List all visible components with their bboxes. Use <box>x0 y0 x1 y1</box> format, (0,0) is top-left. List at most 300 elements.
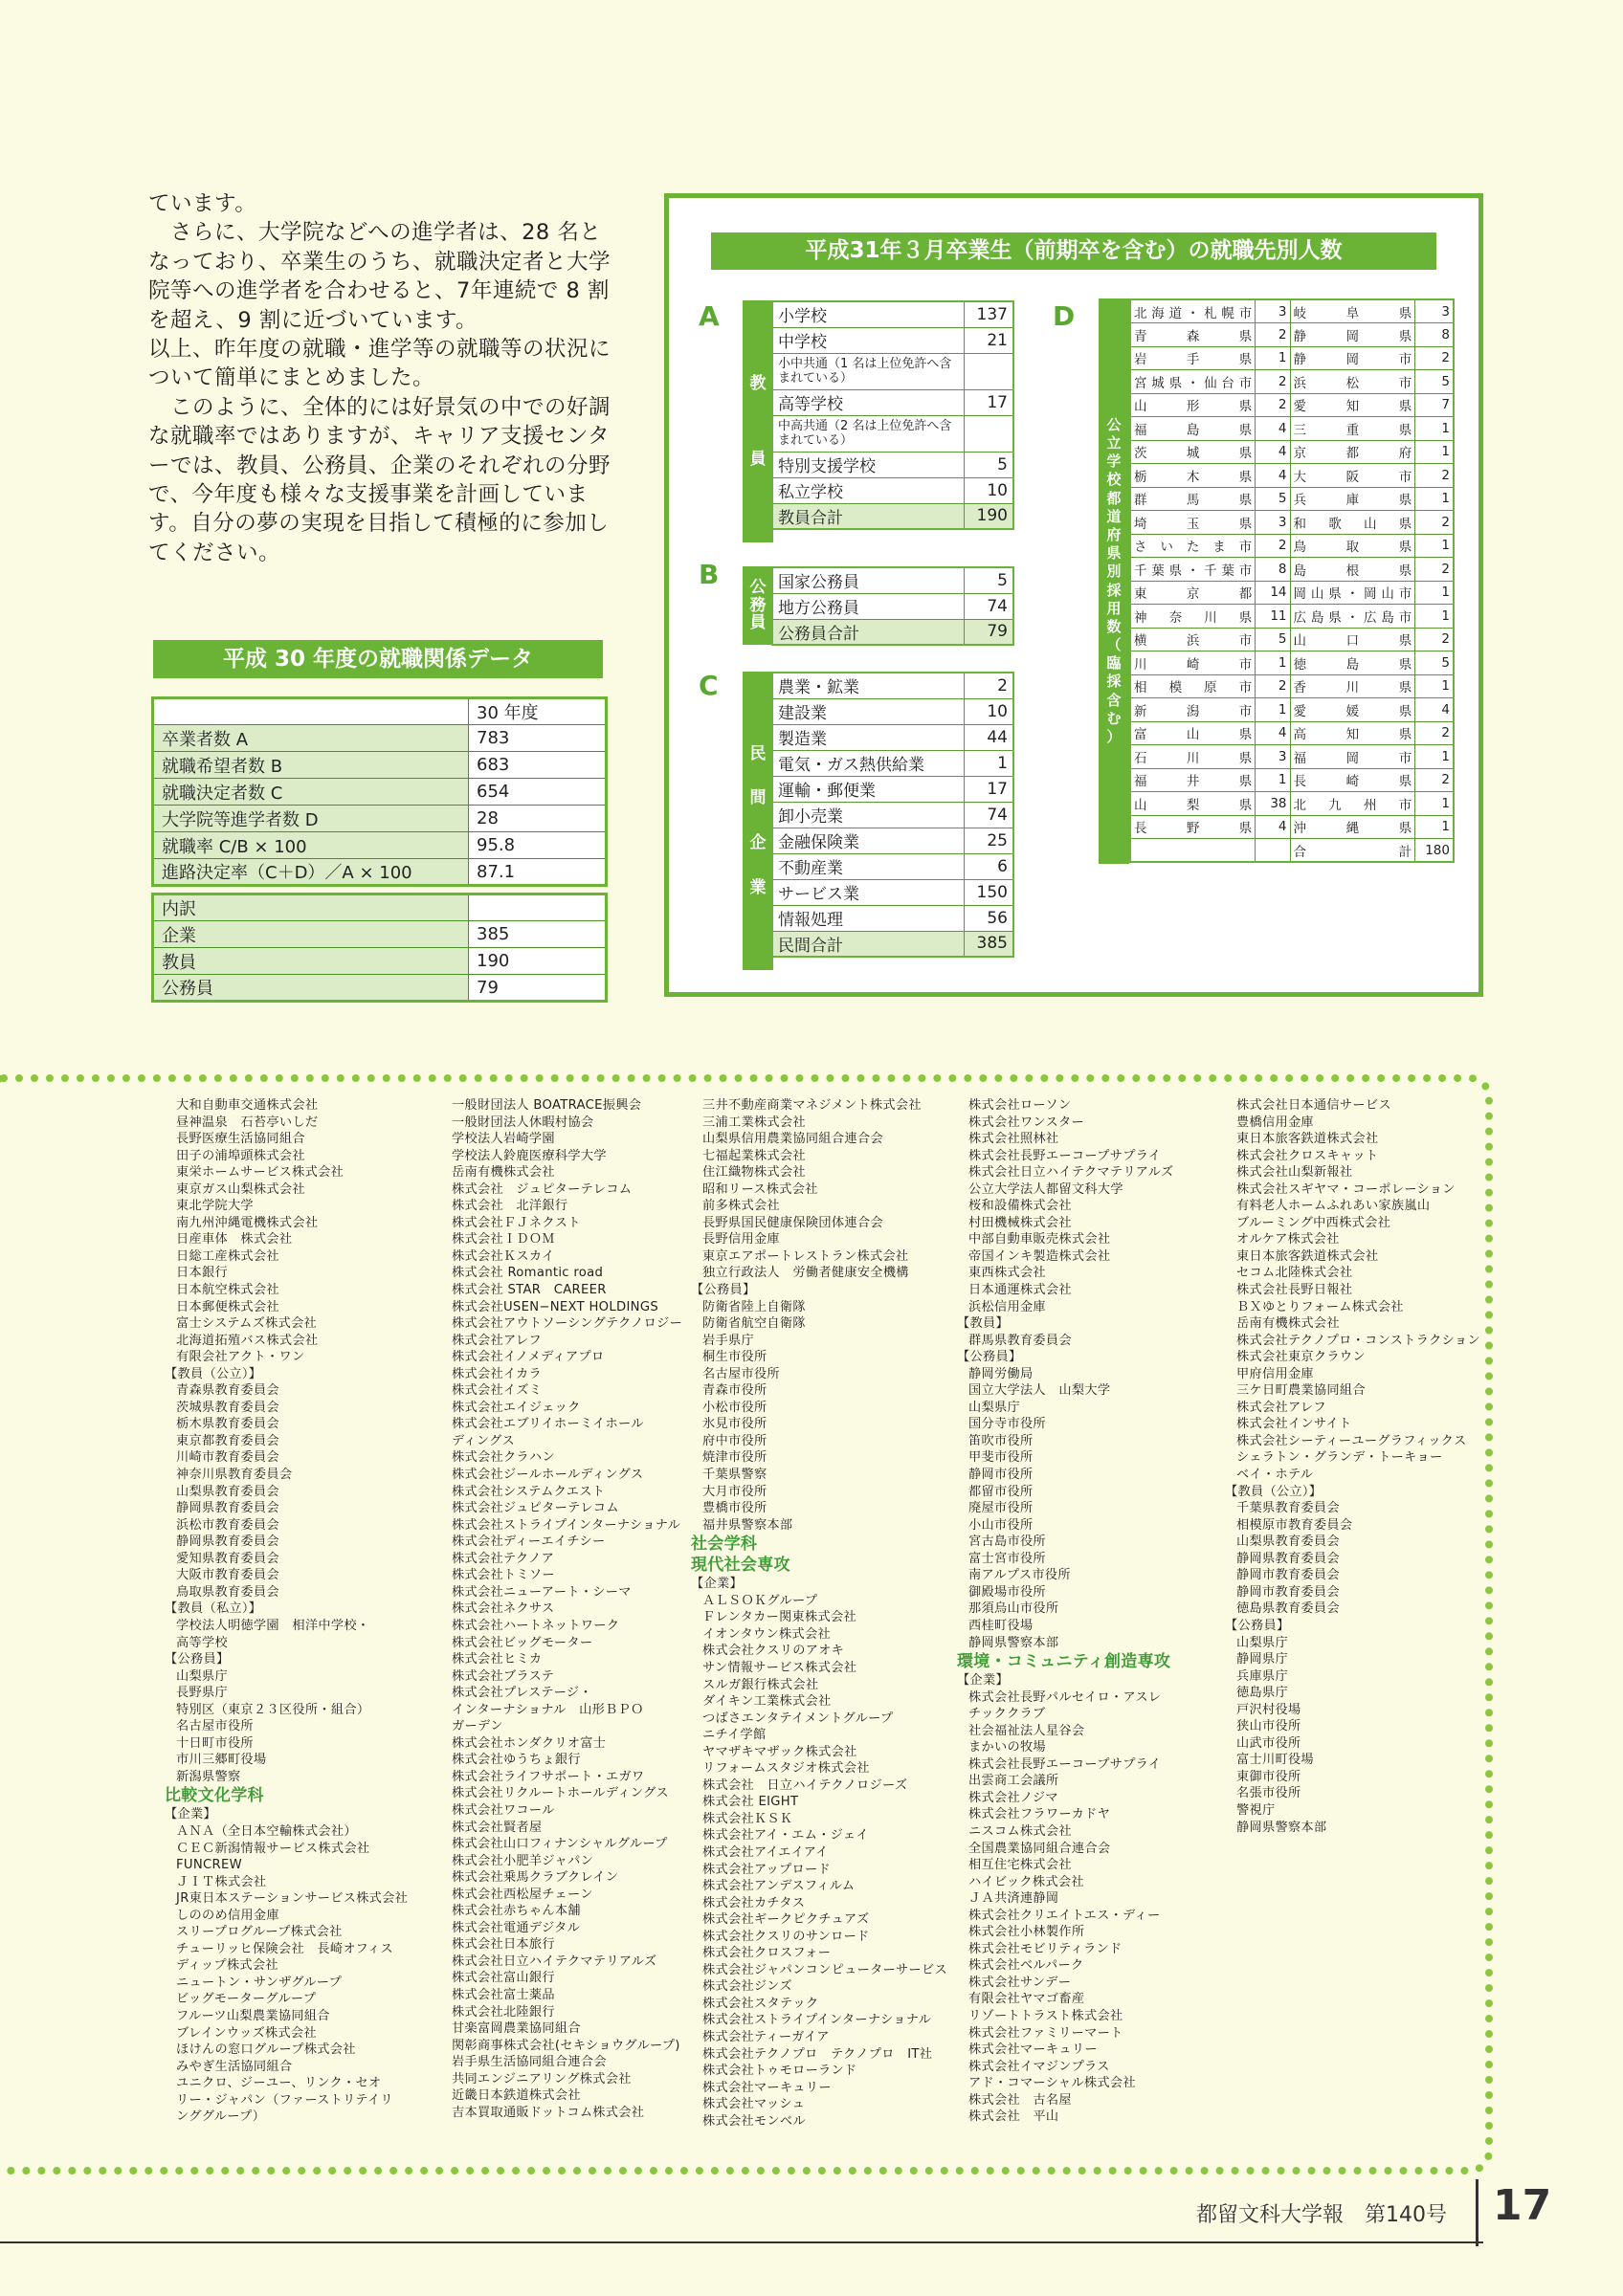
company-item: 焼津市役所 <box>702 1450 767 1466</box>
company-item: 株式会社ファミリーマート <box>968 2025 1123 2041</box>
table-row <box>1130 417 1454 441</box>
prefecture-count: 2 <box>1415 558 1454 582</box>
company-item: 株式会社小肥羊ジャパン <box>452 1853 594 1868</box>
table-row <box>153 859 607 886</box>
company-item: ほけんの窓口グループ株式会社 <box>176 2042 356 2058</box>
company-item: 福井県警察本部 <box>702 1517 793 1533</box>
company-item: 北海道拓殖バス株式会社 <box>176 1333 319 1348</box>
label-char: 学 <box>1106 453 1122 471</box>
prefecture-name: 新 潟 市 <box>1130 698 1256 722</box>
company-item: 帝国インキ製造株式会社 <box>968 1248 1111 1264</box>
company-item: 株式会社ベルパーク <box>968 1958 1084 1974</box>
company-item: 大和自動車交通株式会社 <box>176 1098 319 1113</box>
prefecture-count: 2 <box>1256 674 1290 698</box>
company-item: ダイキン工業株式会社 <box>702 1694 832 1710</box>
company-item: 株式会社スタテック <box>702 1996 819 2011</box>
company-item: 株式会社日立ハイテクマテリアルズ <box>968 1165 1174 1181</box>
total-label: 合 計 <box>1290 839 1415 863</box>
row-label: 就職率 C/B × 100 <box>153 832 469 859</box>
company-item: 豊橋市役所 <box>702 1501 767 1516</box>
row-value: 95.8 <box>469 832 607 859</box>
company-item: 富士宮市役所 <box>968 1551 1046 1566</box>
company-item: 青森市役所 <box>702 1383 767 1399</box>
company-item: ＪＩＴ株式会社 <box>176 1874 267 1889</box>
company-item: 日総工産株式会社 <box>176 1248 279 1264</box>
company-item: 廃屋市役所 <box>968 1501 1034 1516</box>
company-item: 一般財団法人 BOATRACE振興会 <box>452 1098 642 1113</box>
table-row <box>153 948 607 975</box>
company-item: 日本郵便株式会社 <box>176 1299 279 1314</box>
company-item: 株式会社アンデスフィルム <box>702 1879 856 1894</box>
company-item: 株式会社ティーガイア <box>702 2029 830 2044</box>
prefecture-count: 4 <box>1256 417 1290 441</box>
prefecture-name: 京 都 府 <box>1290 440 1415 464</box>
table-header-cell: 30 年度 <box>469 698 607 725</box>
company-column-4 <box>957 1097 1173 2126</box>
employment-box-title: 平成31年３月卒業生（前期卒を含む）の就職先別人数 <box>711 232 1436 270</box>
prefecture-count: 1 <box>1415 745 1454 769</box>
prefecture-name: 高 知 県 <box>1290 721 1415 745</box>
company-item: 名古屋市役所 <box>702 1366 780 1381</box>
table-row <box>1130 346 1454 370</box>
journal-title: 都留文科大学報 第140号 <box>1196 2203 1447 2227</box>
company-item: 株式会社長野エーコープサプライ <box>968 1148 1162 1163</box>
company-item: 株式会社トミソー <box>452 1568 555 1583</box>
prefecture-count: 1 <box>1415 792 1454 816</box>
prefecture-name: 長 崎 県 <box>1290 768 1415 792</box>
category-heading: 【教員（公立）】 <box>1225 1484 1323 1499</box>
company-item: 村田機械株式会社 <box>968 1215 1072 1230</box>
prefecture-count: 1 <box>1256 346 1290 370</box>
prefecture-name: 愛 媛 県 <box>1290 698 1415 722</box>
table-row <box>1130 839 1454 863</box>
company-item: 株式会社ローソン <box>968 1098 1072 1113</box>
department-heading: 社会学科 <box>691 1534 758 1555</box>
company-item: リフォームスタジオ株式会社 <box>702 1761 870 1777</box>
prefecture-name: 山 形 県 <box>1130 393 1256 417</box>
company-item: 山武市役所 <box>1236 1735 1301 1751</box>
company-item: 静岡労働局 <box>968 1366 1034 1381</box>
table-row <box>772 353 1013 389</box>
prefecture-count: 3 <box>1256 745 1290 769</box>
company-item: 株式会社ジュピターテレコム <box>452 1501 619 1516</box>
company-item: 株式会社モビリティランド <box>968 1941 1123 1956</box>
company-item: アド・コマーシャル株式会社 <box>968 2076 1136 2091</box>
prefecture-name: 沖 縄 県 <box>1290 815 1415 839</box>
company-item: 東御市役所 <box>1236 1769 1301 1784</box>
row-label: 教員合計 <box>772 503 964 529</box>
prefecture-count: 1 <box>1415 534 1454 558</box>
prefecture-name: 富 山 県 <box>1130 721 1256 745</box>
company-item: 株式会社 古名屋 <box>968 2092 1072 2108</box>
company-item: 長野県国民健康保険団体連合会 <box>702 1215 883 1230</box>
company-item: 株式会社 EIGHT <box>702 1795 799 1810</box>
prefecture-name: 鳥 取 県 <box>1290 534 1415 558</box>
label-char: 採 <box>1106 673 1122 691</box>
prefecture-name: 川 崎 市 <box>1130 651 1256 675</box>
company-item: 富士システムズ株式会社 <box>176 1316 318 1332</box>
category-heading: 【公務員】 <box>165 1652 230 1667</box>
row-label: 電気・ガス熱供給業 <box>772 750 964 776</box>
table-row <box>1130 698 1454 722</box>
company-item: まかいの牧場 <box>968 1740 1046 1755</box>
company-item: 株式会社Ｋスカイ <box>452 1248 555 1264</box>
company-item: 笛吹市役所 <box>968 1433 1034 1448</box>
category-heading: 【公務員】 <box>957 1350 1022 1365</box>
company-item: ＢＸゆとりフォーム株式会社 <box>1236 1299 1404 1314</box>
company-column-2 <box>440 1097 682 2121</box>
prefecture-count: 4 <box>1256 721 1290 745</box>
company-item: 浜松市教育委員会 <box>176 1517 279 1533</box>
company-item: 株式会社 STAR CAREER <box>452 1283 607 1298</box>
table-row <box>772 389 1013 415</box>
company-item: 株式会社ギークピクチュアズ <box>702 1912 870 1928</box>
table-cell <box>469 894 607 921</box>
company-item: FUNCREW <box>176 1858 242 1873</box>
company-item: 東北学院大学 <box>176 1199 254 1214</box>
prefecture-name: 三 重 県 <box>1290 417 1415 441</box>
company-item: 株式会社イマジンプラス <box>968 2059 1110 2074</box>
prefecture-count: 2 <box>1256 323 1290 347</box>
row-value: 5 <box>964 452 1013 477</box>
prefecture-table-body <box>1130 299 1454 839</box>
company-item: 株式会社日本旅行 <box>452 1937 555 1953</box>
prefecture-name: 和 歌 山 県 <box>1290 511 1415 535</box>
label-char: 民 <box>749 743 767 763</box>
company-item: みやぎ生活協同組合 <box>176 2059 293 2074</box>
prefecture-name: 島 根 県 <box>1290 558 1415 582</box>
company-item: 三井不動産商業マネジメント株式会社 <box>702 1098 922 1113</box>
company-item: 株式会社プレステージ・ <box>452 1686 592 1701</box>
company-item: 防衛省陸上自衛隊 <box>702 1299 806 1314</box>
row-label: 国家公務員 <box>772 567 964 593</box>
prefecture-count: 2 <box>1256 370 1290 394</box>
row-label: 卒業者数 A <box>153 725 469 752</box>
company-item: 豊橋信用金庫 <box>1236 1115 1314 1130</box>
label-char: む <box>1106 709 1122 727</box>
prefecture-count: 1 <box>1415 487 1454 511</box>
row-value: 79 <box>964 619 1013 645</box>
prefecture-name: 福 岡 市 <box>1290 745 1415 769</box>
company-item: 株式会社ゆうちょ銀行 <box>452 1753 581 1768</box>
table-row <box>1130 534 1454 558</box>
category-heading: 【公務員】 <box>691 1283 756 1298</box>
company-item: インターナショナル 山形ＢＰＯ <box>452 1702 644 1717</box>
company-item: 浜松信用金庫 <box>968 1299 1046 1314</box>
company-item: 株式会社ハートネットワーク <box>452 1618 620 1633</box>
company-item: 鳥取県教育委員会 <box>176 1584 279 1600</box>
company-item: スリープログループ株式会社 <box>176 1925 343 1940</box>
row-value: 385 <box>964 931 1013 957</box>
table-row <box>772 452 1013 477</box>
company-item: 栃木県教育委員会 <box>176 1417 279 1432</box>
company-item: 日本航空株式会社 <box>176 1283 279 1298</box>
company-item: ＡＮＡ（全日本空輸株式会社） <box>176 1823 357 1839</box>
company-item: 株式会社モンベル <box>702 2113 806 2129</box>
company-item: 桐生市役所 <box>702 1350 767 1365</box>
table-row <box>772 567 1013 593</box>
company-item: 有限会社アクト・ワン <box>176 1350 305 1365</box>
prefecture-count: 4 <box>1256 464 1290 488</box>
company-item: ベイ・ホテル <box>1236 1468 1314 1483</box>
table-row <box>772 503 1013 529</box>
company-item: 前多株式会社 <box>702 1199 780 1214</box>
company-item: 高等学校 <box>176 1635 228 1650</box>
row-label: 卸小売業 <box>772 802 964 828</box>
prefecture-count: 1 <box>1256 651 1290 675</box>
prefecture-count: 5 <box>1415 370 1454 394</box>
footer-rule <box>0 2241 1483 2243</box>
prefecture-count: 38 <box>1256 792 1290 816</box>
table-row <box>1130 745 1454 769</box>
table-row <box>1130 792 1454 816</box>
company-item: 東京都教育委員会 <box>176 1433 279 1448</box>
prefecture-count: 5 <box>1256 487 1290 511</box>
table-cell <box>1130 839 1256 863</box>
row-label: 公務員合計 <box>772 619 964 645</box>
company-item: 群馬県教育委員会 <box>968 1333 1072 1348</box>
row-label: 中学校 <box>772 327 964 353</box>
company-item: 警視庁 <box>1236 1802 1276 1818</box>
company-item: ニチイ学館 <box>702 1728 767 1743</box>
company-item: 東日本旅客鉄道株式会社 <box>1236 1132 1379 1147</box>
prefecture-count: 5 <box>1256 628 1290 651</box>
prefecture-label <box>1099 298 1129 864</box>
company-item: 株式会社ニューアート・シーマ <box>452 1584 632 1600</box>
company-column-1 <box>165 1097 408 2126</box>
prefecture-count: 1 <box>1415 605 1454 629</box>
company-item: 大阪市教育委員会 <box>176 1568 279 1583</box>
row-value: 783 <box>469 725 607 752</box>
table-row <box>772 905 1013 931</box>
company-item: セコム北陸株式会社 <box>1236 1266 1353 1281</box>
row-value: 150 <box>964 879 1013 905</box>
row-label: 高等学校 <box>772 389 964 415</box>
company-item: 静岡市教育委員会 <box>1236 1584 1340 1600</box>
company-item: 徳島県庁 <box>1236 1686 1288 1701</box>
table-row <box>153 725 607 752</box>
prefecture-name: 石 川 県 <box>1130 745 1256 769</box>
company-item: 株式会社赤ちゃん本舗 <box>452 1904 581 1919</box>
company-item: 東西株式会社 <box>968 1266 1046 1281</box>
company-item: 愛知県教育委員会 <box>176 1551 279 1566</box>
private-company-label <box>743 672 773 970</box>
company-item: 山梨県教育委員会 <box>1236 1534 1340 1550</box>
company-item: 株式会社ネクサス <box>452 1601 555 1617</box>
label-char: 採 <box>1106 581 1122 599</box>
company-item: 静岡県庁 <box>1236 1652 1288 1667</box>
company-item: 有限会社ヤマゴ畜産 <box>968 1992 1085 2007</box>
company-item: 株式会社小林製作所 <box>968 1925 1085 1940</box>
label-char: 数 <box>1106 617 1122 635</box>
label-char: 臨 <box>1106 654 1122 673</box>
company-item: 株式会社テクノプロ・コンストラクション <box>1236 1333 1480 1348</box>
table-row <box>772 879 1013 905</box>
company-item: 岩手県庁 <box>702 1333 754 1348</box>
label-char: 含 <box>1106 691 1122 709</box>
label-char: 道 <box>1106 507 1122 525</box>
civil-servant-label <box>743 566 773 645</box>
prefecture-count: 2 <box>1415 768 1454 792</box>
table-row <box>1130 464 1454 488</box>
row-label: 小中共通（1 名は上位免許へ含まれている） <box>772 353 964 389</box>
table-row <box>1130 674 1454 698</box>
company-item: 株式会社テクノア <box>452 1551 555 1566</box>
prefecture-name: 栃 木 県 <box>1130 464 1256 488</box>
prefecture-count: 11 <box>1256 605 1290 629</box>
company-item: 株式会社シーティーユーグラフィックス <box>1236 1433 1467 1448</box>
company-item: ＡＬＳＯＫグループ <box>702 1593 818 1608</box>
prefecture-name: 青 森 県 <box>1130 323 1256 347</box>
company-item: イオンタウン株式会社 <box>702 1626 831 1642</box>
department-heading: 比較文化学科 <box>165 1786 264 1806</box>
prefecture-name: 大 阪 市 <box>1290 464 1415 488</box>
table-row <box>1130 370 1454 394</box>
company-item: ディップ株式会社 <box>176 1958 278 1974</box>
company-item: 東栄ホームサービス株式会社 <box>176 1165 345 1181</box>
table-row <box>1130 815 1454 839</box>
company-item: 株式会社ＫＳＫ <box>702 1811 793 1826</box>
company-item: ビッグモーターグループ <box>176 1992 317 2007</box>
row-label: 特別支援学校 <box>772 452 964 477</box>
table-row <box>1130 323 1454 347</box>
table-row <box>153 975 607 1002</box>
company-column-3 <box>691 1097 947 2130</box>
prefecture-name: 兵 庫 県 <box>1290 487 1415 511</box>
company-item: 株式会社 日立ハイテクノロジーズ <box>702 1777 908 1793</box>
prefecture-count: 4 <box>1256 440 1290 464</box>
row-value: 28 <box>469 806 607 832</box>
employment-data-table <box>151 696 608 887</box>
company-item: 三ケ日町農業協同組合 <box>1236 1383 1366 1399</box>
prefecture-count: 8 <box>1415 323 1454 347</box>
prefecture-count: 3 <box>1256 299 1290 323</box>
company-item: 株式会社ディーエイチシー <box>452 1534 606 1550</box>
department-heading: 現代社会専攻 <box>691 1556 790 1576</box>
company-item: 長野信用金庫 <box>702 1232 780 1247</box>
company-item: 甘楽富岡農業協同組合 <box>452 2021 581 2037</box>
table-row <box>1130 440 1454 464</box>
intro-text <box>148 189 612 567</box>
company-item: 昼神温泉 石苔亭いしだ <box>176 1115 319 1130</box>
label-char: 用 <box>1106 599 1122 617</box>
company-item: 株式会社ブラステ <box>452 1668 555 1684</box>
prefecture-count: 2 <box>1256 534 1290 558</box>
row-value: 10 <box>964 477 1013 503</box>
company-item: 静岡県教育委員会 <box>1236 1551 1340 1566</box>
prefecture-count: 1 <box>1256 698 1290 722</box>
row-value: 2 <box>964 673 1013 698</box>
row-label: 企業 <box>153 921 469 948</box>
prefecture-name: 長 野 県 <box>1130 815 1256 839</box>
company-item: 住江織物株式会社 <box>702 1165 806 1181</box>
table-row <box>1130 511 1454 535</box>
company-item: 名古屋市役所 <box>176 1719 254 1734</box>
company-item: 相模原市教育委員会 <box>1236 1517 1353 1533</box>
company-item: 長野県庁 <box>176 1686 228 1701</box>
prefecture-name: 福 井 県 <box>1130 768 1256 792</box>
company-item: 狭山市役所 <box>1236 1719 1301 1734</box>
company-item: オルケア株式会社 <box>1236 1232 1340 1247</box>
company-item: 十日町市役所 <box>176 1735 254 1751</box>
company-item: 株式会社イノメディアプロ <box>452 1350 605 1365</box>
company-item: Ｆレンタカー関東株式会社 <box>702 1610 856 1625</box>
company-item: 東京ガス山梨株式会社 <box>176 1181 305 1197</box>
table-row <box>1130 558 1454 582</box>
row-label: 農業・鉱業 <box>772 673 964 698</box>
company-item: 株式会社 ジュピターテレコム <box>452 1181 633 1197</box>
company-item: ヤマザキマザック株式会社 <box>702 1744 857 1759</box>
row-value: 190 <box>964 503 1013 529</box>
civil-servant-table <box>771 566 1014 646</box>
company-item: 全国農業協同組合連合会 <box>968 1841 1111 1856</box>
company-item: 七福起業株式会社 <box>702 1148 806 1163</box>
prefecture-table <box>1129 298 1455 863</box>
company-item: 株式会社富山銀行 <box>452 1971 555 1986</box>
prefecture-count: 2 <box>1415 346 1454 370</box>
row-label: 運輸・郵便業 <box>772 776 964 802</box>
prefecture-count: 3 <box>1256 511 1290 535</box>
table-row <box>772 593 1013 619</box>
company-item: 株式会社 北洋銀行 <box>452 1199 568 1214</box>
table-row <box>772 853 1013 879</box>
category-heading: 【企業】 <box>957 1673 1009 1689</box>
row-value: 10 <box>964 698 1013 724</box>
label-char: 務 <box>749 595 767 615</box>
label-char: 教 <box>749 373 767 393</box>
company-item: ＪＡ共済連静岡 <box>968 1891 1059 1907</box>
company-item: 株式会社クラハン <box>452 1450 555 1466</box>
table-row <box>1130 605 1454 629</box>
prefecture-count: 2 <box>1415 511 1454 535</box>
company-item: 都留市役所 <box>968 1484 1034 1499</box>
company-item: 大月市役所 <box>702 1484 767 1499</box>
company-item: 株式会社ビッグモーター <box>452 1635 593 1650</box>
company-item: 株式会社西松屋チェーン <box>452 1887 593 1902</box>
company-item: 千葉県警察 <box>702 1468 767 1483</box>
label-char: 公 <box>749 577 767 597</box>
company-item: 株式会社マーキュリー <box>968 2042 1098 2058</box>
company-item: 株式会社イカラ <box>452 1366 543 1381</box>
table-row <box>772 776 1013 802</box>
company-item: 静岡市役所 <box>968 1468 1034 1483</box>
prefecture-name: 神 奈 川 県 <box>1130 605 1256 629</box>
prefecture-count: 4 <box>1415 698 1454 722</box>
company-item: 山梨県庁 <box>1236 1635 1288 1650</box>
company-item: 株式会社ＦＪネクスト <box>452 1215 581 1230</box>
prefecture-count: 8 <box>1256 558 1290 582</box>
company-item: 国分寺市役所 <box>968 1417 1046 1432</box>
company-item: 氷見市役所 <box>702 1417 767 1432</box>
row-label: 製造業 <box>772 724 964 750</box>
intro-paragraph: 以上、昨年度の就職・進学等の就職等の状況について簡単にまとめました。 <box>148 337 611 391</box>
company-item: 三浦工業株式会社 <box>702 1115 806 1130</box>
row-label: 就職希望者数 B <box>153 752 469 779</box>
company-item: 桜和設備株式会社 <box>968 1199 1072 1214</box>
company-item: 株式会社日立ハイテクマテリアルズ <box>452 1954 657 1969</box>
company-item: 株式会社ワンスター <box>968 1115 1084 1130</box>
company-item: JR東日本ステーションサービス株式会社 <box>176 1891 409 1907</box>
company-item: リゾートトラスト株式会社 <box>968 2008 1123 2023</box>
company-item: しののめ信用金庫 <box>176 1908 279 1923</box>
company-item: 株式会社マッシュ <box>702 2097 806 2112</box>
company-item: 山梨県信用農業協同組合連合会 <box>702 1132 883 1147</box>
prefecture-name: 北 九 州 市 <box>1290 792 1415 816</box>
prefecture-count: 1 <box>1415 440 1454 464</box>
company-item: 株式会社照林社 <box>968 1132 1059 1147</box>
company-item: 株式会社アイ・エム・ジェイ <box>702 1828 869 1843</box>
company-item: 兵庫県庁 <box>1236 1668 1288 1684</box>
